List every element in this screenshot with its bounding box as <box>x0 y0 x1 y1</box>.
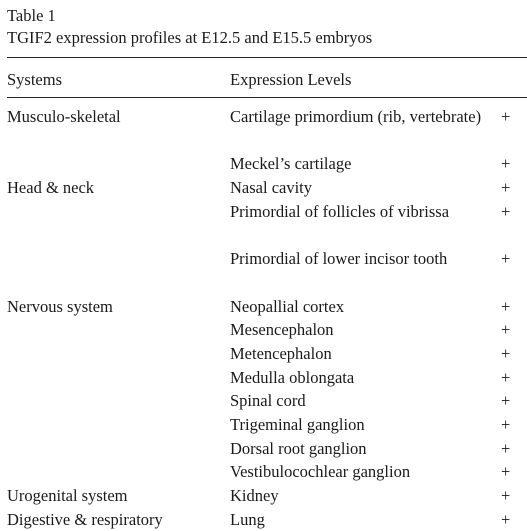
cell-expression-level: Nasal cavity <box>230 178 313 198</box>
cell-expression-mark: + <box>501 438 511 458</box>
cell-expression-level: Meckel’s cartilage <box>230 154 352 174</box>
table-container <box>7 6 527 529</box>
cell-expression-mark: + <box>501 462 511 482</box>
cell-expression-level: Primordial of lower incisor tooth <box>230 249 448 269</box>
cell-expression-mark: + <box>501 343 511 363</box>
table-row <box>7 105 527 152</box>
table-row <box>7 366 527 390</box>
table-header-rule <box>7 97 527 98</box>
table-row <box>7 484 527 508</box>
table-label: Table 1 <box>7 6 56 25</box>
table-top-rule <box>7 57 527 58</box>
header-expression-levels: Expression Levels <box>230 70 352 89</box>
cell-expression-level: Neopallial cortex <box>230 296 345 316</box>
table-row <box>7 200 527 247</box>
cell-expression-mark: + <box>501 320 511 340</box>
cell-system: Head & neck <box>7 178 95 198</box>
table-row <box>7 508 527 531</box>
cell-system: Urogenital system <box>7 486 128 506</box>
cell-expression-mark: + <box>501 367 511 387</box>
cell-expression-level: Medulla oblongata <box>230 367 355 387</box>
cell-expression-mark: + <box>501 509 511 529</box>
cell-expression-level: Spinal cord <box>230 391 306 411</box>
cell-expression-mark: + <box>501 201 511 221</box>
cell-expression-mark: + <box>501 296 511 316</box>
header-systems: Systems <box>7 70 63 89</box>
cell-system: Digestive & respiratory <box>7 509 163 529</box>
cell-expression-mark: + <box>501 486 511 506</box>
cell-system: Nervous system <box>7 296 113 316</box>
cell-expression-mark: + <box>501 414 511 434</box>
cell-expression-level: Trigeminal ganglion <box>230 414 365 434</box>
cell-expression-mark: + <box>501 154 511 174</box>
table-body <box>7 105 527 531</box>
table-header-row <box>7 68 527 92</box>
cell-expression-mark: + <box>501 107 511 126</box>
cell-expression-mark: + <box>501 178 511 198</box>
table-title: TGIF2 expression profiles at E12.5 and E15.5 embryos <box>7 28 373 47</box>
cell-expression-level: Vestibulocochlear ganglion <box>230 462 411 482</box>
table-row <box>7 152 527 176</box>
table-row <box>7 460 527 484</box>
table-row <box>7 413 527 437</box>
cell-expression-level: Kidney <box>230 486 279 506</box>
cell-expression-level: Mesencephalon <box>230 320 334 340</box>
table-row <box>7 437 527 461</box>
table-row <box>7 342 527 366</box>
cell-expression-level: Primordial of follicles of vibrissa <box>230 201 450 221</box>
cell-expression-level: Lung <box>230 509 265 529</box>
cell-expression-mark: + <box>501 391 511 411</box>
cell-expression-level: Cartilage primordium (rib, vertebrate) <box>230 107 482 126</box>
cell-expression-level: Metencephalon <box>230 343 332 363</box>
table-row <box>7 247 527 294</box>
table-row <box>7 176 527 200</box>
cell-expression-mark: + <box>501 249 511 269</box>
cell-expression-level: Dorsal root ganglion <box>230 438 367 458</box>
table-row <box>7 389 527 413</box>
table-row <box>7 318 527 342</box>
cell-system: Musculo-skeletal <box>7 107 121 126</box>
table-row <box>7 295 527 319</box>
